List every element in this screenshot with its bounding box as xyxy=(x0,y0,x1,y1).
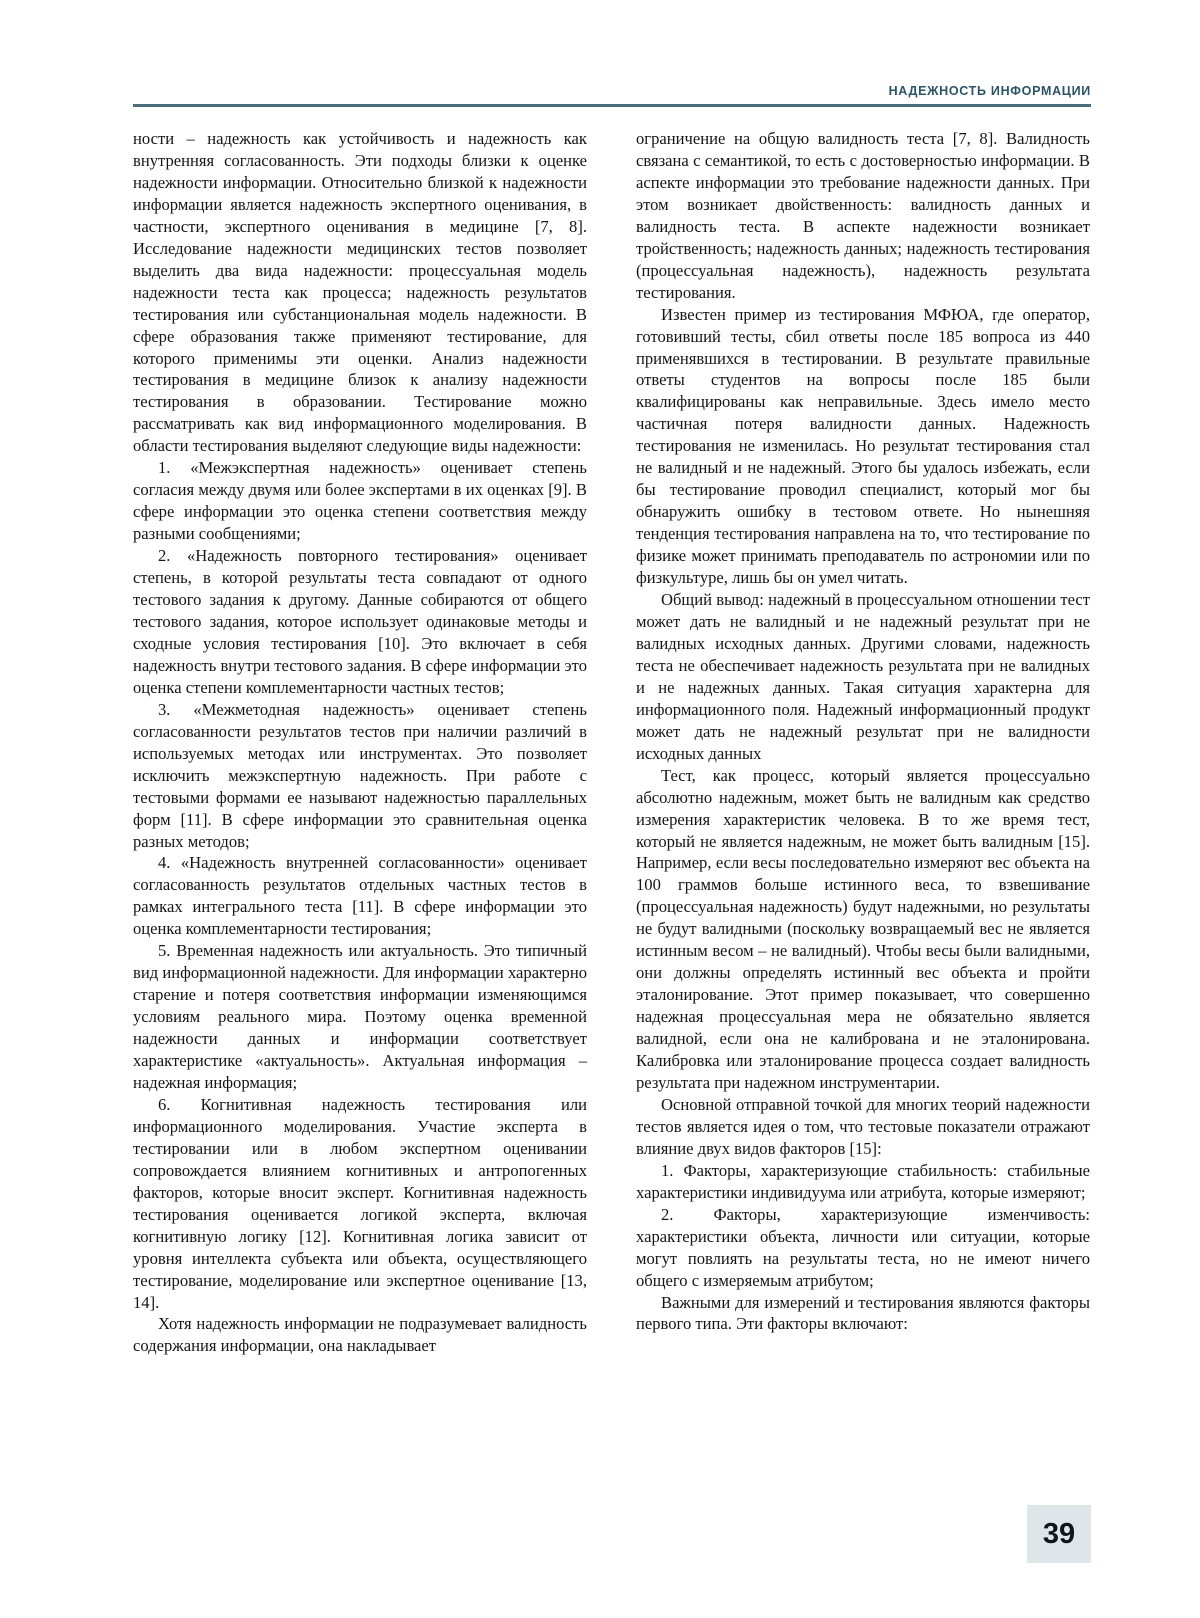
page-header xyxy=(133,82,1091,100)
paragraph: Хотя надежность информации не подразумевает валидность содержания информации, она накладывает xyxy=(133,1314,587,1356)
page-number-badge xyxy=(1027,1505,1091,1563)
paragraph: Известен пример из тестирования МФЮА, где оператор, готовивший тесты, сбил ответы после 185 вопроса из 440 применявшихся в тестировании. В результате правильные ответы студентов на вопросы после 185 были квалифицированы как неправильные. Здесь имело место частичная потеря валидности данных. Надежность тестирования не изменилась. Но результат тестирования стал не валидный и не надежный. Этого бы удалось избежать, если бы тестирование проводил специалист, который мог бы обнаружить ошибку в тестовом ответе. Но нынешняя тенденция тестирования направлена на то, что тестирование по физике может принимать преподаватель по астрономии или по физкультуре, лишь бы он умел читать. xyxy=(636,304,1090,588)
paragraph: 5. Временная надежность или актуальность. Это типичный вид информационной надежности. Для информации характерно старение и потеря соответствия информации изменяющимся условиям реального мира. Поэтому оценка временной надежности данных и информации соответствует характеристике «актуальность». Актуальная информация – надежная информация; xyxy=(133,941,587,1092)
paragraph: Тест, как процесс, который является процессуально абсолютно надежным, может быть не валидным как средство измерения характеристик человека. В то же время тест, который не является надежным, не может быть валидным [15]. Например, если весы последовательно измеряют вес объекта на 100 граммов больше истинного веса, то взвешивание (процессуальная надежность) будут надежными, но результаты не будут валидными (поскольку возвращаемый вес не является истинным весом – не валидный). Чтобы весы были валидными, они должны определять истинный вес объекта и пройти эталонирование. Этот пример показывает, что совершенно надежная процессуальная мера не обязательно является валидной, если она не калибрована и не эталонирована. Калибровка или эталонирование процесса создает валидность результата при надежном инструментарии. xyxy=(636,765,1090,1092)
paragraph: 4. «Надежность внутренней согласованности» оценивает согласованность результатов отдельных частных тестов в рамках интегрального теста [11]. В сфере информации это оценка комплементарности тестирования; xyxy=(133,853,587,939)
two-column-body xyxy=(133,128,1091,1357)
paragraph: 2. «Надежность повторного тестирования» оценивает степень, в которой результаты теста совпадают от одного тестового задания к другому. Данные собираются от общего тестового задания, которое использует одинаковые методы и сходные условия тестирования [10]. Это включает в себя надежность внутри тестового задания. В сфере информации это оценка степени комплементарности частных тестов; xyxy=(133,546,587,697)
paragraph: 1. Факторы, характеризующие стабильность: стабильные характеристики индивидуума или атрибута, которые измеряют; xyxy=(636,1160,1090,1202)
right-column xyxy=(636,128,1090,1357)
page-number: 39 xyxy=(1042,1517,1076,1550)
header-divider xyxy=(133,104,1091,107)
left-column xyxy=(133,128,587,1357)
paragraph: Общий вывод: надежный в процессуальном отношении тест может дать не валидный и не надежный результат при не валидных исходных данных. Другими словами, надежность теста не обеспечивает надежность результата при не валидных и не надежных данных. Такая ситуация характерна для информационного поля. Надежный информационный продукт может дать не надежный результат при не валидности исходных данных xyxy=(636,590,1090,763)
running-title: НАДЕЖНОСТЬ ИНФОРМАЦИИ xyxy=(888,84,1091,98)
paragraph: 1. «Межэкспертная надежность» оценивает степень согласия между двумя или более экспертами в их оценках [9]. В сфере информации это оценка степени соответствия между разными сообщениями; xyxy=(133,458,587,544)
paragraph: 2. Факторы, характеризующие изменчивость: характеристики объекта, личности или ситуации, которые могут повлиять на результаты теста, но не имеют ничего общего с измеряемым атрибутом; xyxy=(636,1204,1090,1290)
paragraph: Основной отправной точкой для многих теорий надежности тестов является идея о том, что тестовые показатели отражают влияние двух видов факторов [15]: xyxy=(636,1094,1090,1158)
paragraph: ности – надежность как устойчивость и надежность как внутренняя согласованность. Эти подходы близки к оценке надежности информации. Относительно близкой к надежности информации является надежность экспертного оценивания, в частности, экспертного оценивания в медицине [7, 8]. Исследование надежности медицинских тестов позволяет выделить два вида надежности: процессуальная модель надежности теста как процесса; надежность результатов тестирования или субстанциональная модель надежности. В сфере образования также применяют тестирование, для которого применимы эти оценки. Анализ надежности тестирования в медицине близок к анализу надежности тестирования в образовании. Тестирование можно рассматривать как вид информационного моделирования. В области тестирования выделяют следующие виды надежности: xyxy=(133,129,587,456)
paragraph: 3. «Межметодная надежность» оценивает степень согласованности результатов тестов при наличии различий в используемых методах или инструментах. Это позволяет исключить межэкспертную надежность. При работе с тестовыми формами ее называют надежностью параллельных форм [11]. В сфере информации это сравнительная оценка разных методов; xyxy=(133,699,587,851)
paragraph: ограничение на общую валидность теста [7, 8]. Валидность связана с семантикой, то есть с достоверностью информации. В аспекте информации это требование надежности данных. При этом возникает двойственность: валидность данных и валидность теста. В аспекте надежности возникает тройственность; надежность данных; надежность тестирования (процессуальная надежность), надежность результата тестирования. xyxy=(636,129,1090,302)
paragraph: 6. Когнитивная надежность тестирования или информационного моделирования. Участие эксперта в тестировании или в любом экспертном оценивании сопровождается влиянием когнитивных и антропогенных факторов, которые вносит эксперт. Когнитивная надежность тестирования оценивается логикой эксперта, включая когнитивную логику [12]. Когнитивная логика зависит от уровня интеллекта субъекта или объекта, осуществляющего тестирование, моделирование или экспертное оценивание [13, 14]. xyxy=(133,1094,587,1312)
paragraph: Важными для измерений и тестирования являются факторы первого типа. Эти факторы включают: xyxy=(636,1292,1090,1334)
